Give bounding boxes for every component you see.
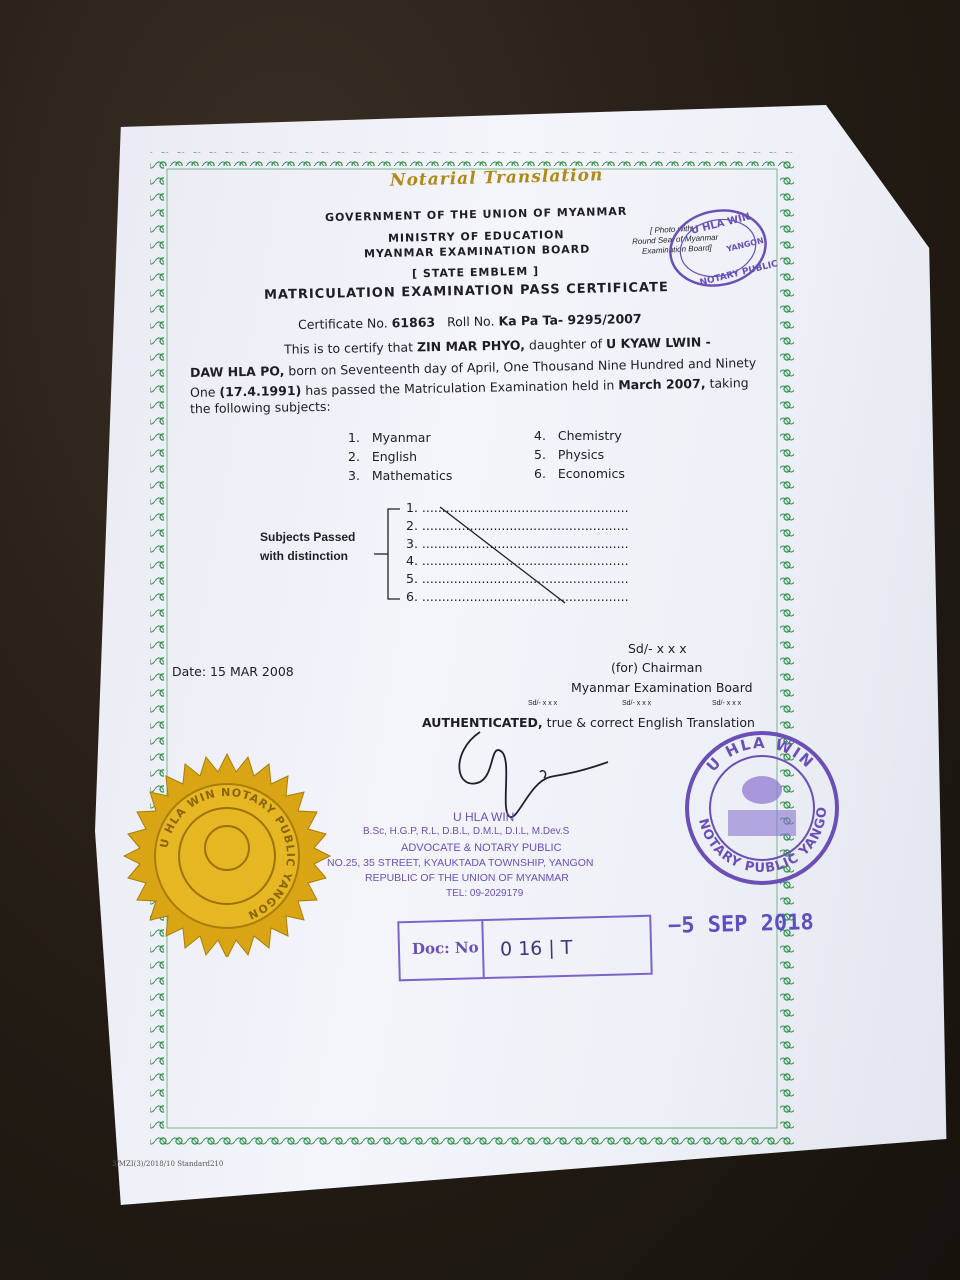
emblem-note: [ STATE EMBLEM ] bbox=[411, 264, 540, 281]
body-text: has passed the Matriculation Examination held in bbox=[305, 377, 615, 398]
notary-country: REPUBLIC OF THE UNION OF MYANMAR bbox=[365, 872, 569, 884]
gold-seal bbox=[122, 752, 332, 957]
distinction-line: 5. .................................................... bbox=[406, 571, 629, 586]
body-line-4: the following subjects: bbox=[189, 398, 331, 417]
doc-label: Doc: No bbox=[411, 938, 479, 958]
board-name: Myanmar Examination Board bbox=[571, 680, 753, 695]
building-icon bbox=[728, 810, 796, 836]
certificate-title: MATRICULATION EXAMINATION PASS CERTIFICATE bbox=[263, 280, 669, 303]
for-chairman: (for) Chairman bbox=[611, 660, 703, 675]
sd-small: Sd/- x x x bbox=[712, 700, 742, 707]
cert-no: 61863 bbox=[391, 314, 436, 331]
notary-address: NO.25, 35 STREET, KYAUKTADA TOWNSHIP, YANGON bbox=[327, 857, 594, 869]
father-name: U KYAW LWIN - bbox=[605, 334, 711, 352]
student-name: ZIN MAR PHYO, bbox=[416, 337, 526, 355]
decorative-border bbox=[155, 157, 789, 1140]
mother-name: DAW HLA PO, bbox=[189, 363, 285, 380]
sd-chairman: Sd/- x x x bbox=[628, 641, 687, 656]
seal-bottom-text: NOTARY PUBLIC YANGO bbox=[695, 805, 831, 877]
body-text: This is to certify that bbox=[283, 339, 414, 357]
gov-line-2: MINISTRY OF EDUCATION bbox=[387, 228, 565, 245]
notary-degrees: B.Sc, H.G.P, R.L, D.B.L, D.M.L, D.I.L, M.Dev.S bbox=[363, 826, 570, 837]
elephant-icon bbox=[742, 776, 782, 804]
distinction-line: 4. .................................................... bbox=[406, 553, 629, 568]
body-text: One bbox=[189, 384, 216, 400]
gold-seal-text: U HLA WIN NOTARY PUBLIC YANGON bbox=[157, 785, 298, 923]
distinction-label-1: Subjects Passed bbox=[260, 530, 356, 544]
distinction-line: 3. .................................................... bbox=[406, 536, 629, 551]
gov-line-3: MYANMAR EXAMINATION BOARD bbox=[363, 242, 591, 261]
distinction-label-2: with distinction bbox=[260, 549, 348, 563]
gov-line-1: GOVERNMENT OF THE UNION OF MYANMAR bbox=[324, 204, 628, 225]
photo-note-1: [ Photo with bbox=[649, 223, 693, 236]
subject-item: 1. Myanmar bbox=[348, 430, 431, 445]
notarial-title: Notarial Translation bbox=[389, 165, 604, 191]
subject-item: 2. English bbox=[348, 449, 417, 464]
date-of-birth: (17.4.1991) bbox=[219, 382, 302, 400]
small-seal-bottom: NOTARY PUBLIC bbox=[698, 259, 779, 289]
small-seal-mid: YANGON bbox=[725, 235, 765, 254]
body-text: taking bbox=[709, 375, 749, 391]
date-stamp-text: 5 SEP 2018 bbox=[680, 910, 815, 939]
body-text: daughter of bbox=[528, 336, 603, 353]
authenticated-label: AUTHENTICATED, bbox=[422, 715, 543, 730]
print-code: 3/MZI(3)/2018/10 Standard210 bbox=[112, 1160, 224, 1168]
notary-title: ADVOCATE & NOTARY PUBLIC bbox=[401, 842, 562, 854]
notary-tel: TEL: 09-2029179 bbox=[446, 888, 524, 899]
roll-no: Ka Pa Ta- 9295/2007 bbox=[498, 311, 642, 329]
subject-item: 5. Physics bbox=[534, 447, 605, 462]
subject-item: 6. Economics bbox=[534, 466, 625, 481]
exam-date: March 2007, bbox=[618, 375, 706, 393]
distinction-line: 2. .................................................... bbox=[406, 518, 629, 533]
photo-note-3: Examination Board] bbox=[641, 243, 713, 256]
date-stamp: −5 SEP 2018 bbox=[667, 910, 815, 939]
notary-name: U HLA WIN bbox=[453, 810, 515, 824]
roll-label: Roll No. bbox=[446, 313, 495, 330]
svg-text:U HLA WIN bbox=[703, 734, 818, 775]
issue-date: Date: 15 MAR 2008 bbox=[172, 664, 294, 679]
photo-note-2: Round Seal of Myanmar bbox=[631, 232, 719, 247]
cert-no-label: Certificate No. bbox=[297, 315, 388, 332]
notary-seal-small bbox=[666, 208, 779, 289]
authentication-text: true & correct English Translation bbox=[546, 715, 755, 730]
seal-top-text: U HLA WIN bbox=[702, 733, 819, 776]
distinction-line: 6. .................................................... bbox=[406, 589, 629, 604]
sd-small: Sd/- x x x bbox=[622, 700, 652, 707]
notary-seal-large bbox=[680, 728, 845, 888]
distinction-line: 1. .................................................... bbox=[406, 500, 629, 515]
doc-number: 0 16 | T bbox=[499, 936, 573, 961]
sd-small: Sd/- x x x bbox=[528, 700, 558, 707]
subject-item: 4. Chemistry bbox=[534, 428, 622, 443]
doc-number-stamp bbox=[397, 915, 652, 982]
subject-item: 3. Mathematics bbox=[348, 468, 453, 483]
small-seal-top: U HLA WIN bbox=[689, 211, 752, 237]
body-text: born on Seventeenth day of April, One Thousand Nine Hundred and Ninety bbox=[288, 355, 757, 379]
